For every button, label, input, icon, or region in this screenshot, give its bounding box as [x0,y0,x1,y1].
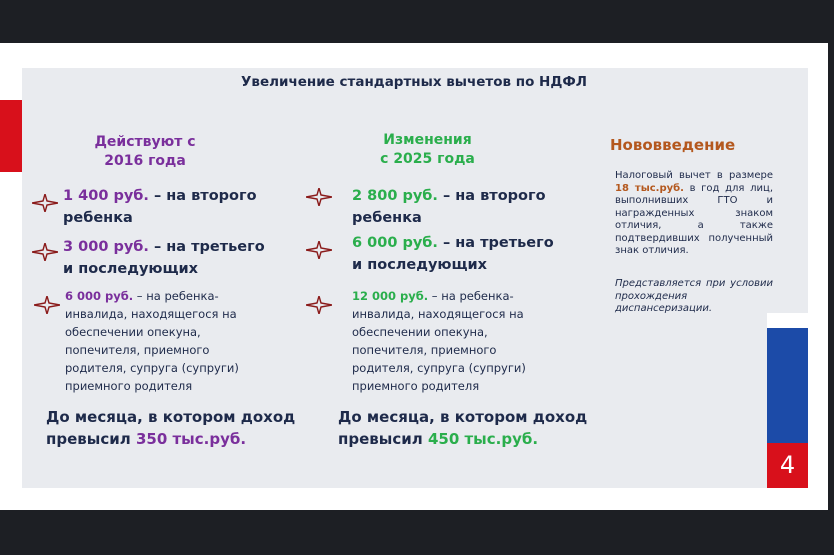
left-item3-line: приемного родителя [65,379,193,393]
left-limit-value: 350 тыс.руб. [135,430,247,448]
mid-item3-line: родителя, супруга (супруги) [352,361,526,375]
mid-item2-amount: 6 000 руб. [352,235,438,251]
right-text-before: Налоговый вычет в размере [615,170,773,181]
left-item1 [63,185,257,229]
right-note: Представляется при условии прохождения диспансеризации. [615,278,773,314]
left-heading-line2: 2016 года [104,153,186,169]
star-bullet-icon [306,241,332,259]
top-black-bar [0,0,834,43]
star-bullet-icon [306,296,332,314]
star-bullet-icon [306,188,332,206]
mid-heading-line1: Изменения [383,132,472,148]
slide [0,43,828,510]
bottom-black-bar [0,510,834,555]
mid-item3-line: обеспечении опекуна, [352,325,488,339]
left-item3-line: инвалида, находящегося на [65,307,237,321]
left-item1-line2: ребенка [63,210,133,226]
mid-item2 [352,232,554,276]
left-item2-line2: и последующих [63,261,199,277]
mid-item3-text: – на ребенка- [428,289,514,303]
mid-heading [360,131,495,169]
mid-limit-line1: До месяца, в котором доход [338,408,588,426]
right-text-after: в год для лиц, выполнивших ГТО и награжденных знаком отличия, а также подтвердивших полученный знак отличия. [615,182,774,256]
mid-item2-text: – на третьего [437,235,554,251]
left-heading-line1: Действуют с [94,134,196,150]
flag-white-stripe [767,313,808,328]
left-item2 [63,236,265,280]
mid-item3-amount: 12 000 руб. [352,289,429,303]
left-item3-line: обеспечении опекуна, [65,325,201,339]
left-item2-amount: 3 000 руб. [63,239,149,255]
mid-limit-value: 450 тыс.руб. [427,430,539,448]
star-bullet-icon [32,243,58,261]
left-item3-line: попечителя, приемного [65,343,210,357]
flag-blue-stripe [767,328,808,443]
slide-title: Увеличение стандартных вычетов по НДФЛ [241,74,587,90]
red-side-tab [0,100,22,172]
left-item3-text: – на ребенка- [133,289,219,303]
left-item1-amount: 1 400 руб. [63,188,149,204]
mid-item3-line: инвалида, находящегося на [352,307,524,321]
mid-item2-line2: и последующих [352,257,488,273]
left-limit-line1: До месяца, в котором доход [46,408,296,426]
right-heading: Нововведение [610,136,736,154]
left-item2-text: – на третьего [148,239,265,255]
mid-limit [338,406,587,450]
right-text-amount: 18 тыс.руб. [615,182,684,194]
left-item3-amount: 6 000 руб. [65,289,134,303]
mid-limit-prefix: превысил [338,430,428,448]
page-number: 4 [767,443,808,488]
left-item3-line: родителя, супруга (супруги) [65,361,239,375]
mid-item1-text: – на второго [437,188,546,204]
star-bullet-icon [34,296,60,314]
mid-heading-line2: с 2025 года [380,151,475,167]
mid-item1 [352,185,546,229]
left-item3 [65,287,239,395]
right-edge-bar [828,43,834,510]
left-item1-text: – на второго [148,188,257,204]
mid-item3 [352,287,526,395]
mid-item3-line: попечителя, приемного [352,343,497,357]
star-bullet-icon [32,194,58,212]
left-limit-prefix: превысил [46,430,136,448]
mid-item1-amount: 2 800 руб. [352,188,438,204]
mid-item3-line: приемного родителя [352,379,480,393]
left-heading [80,133,210,171]
mid-item1-line2: ребенка [352,210,422,226]
right-description [615,170,773,258]
left-limit [46,406,295,450]
